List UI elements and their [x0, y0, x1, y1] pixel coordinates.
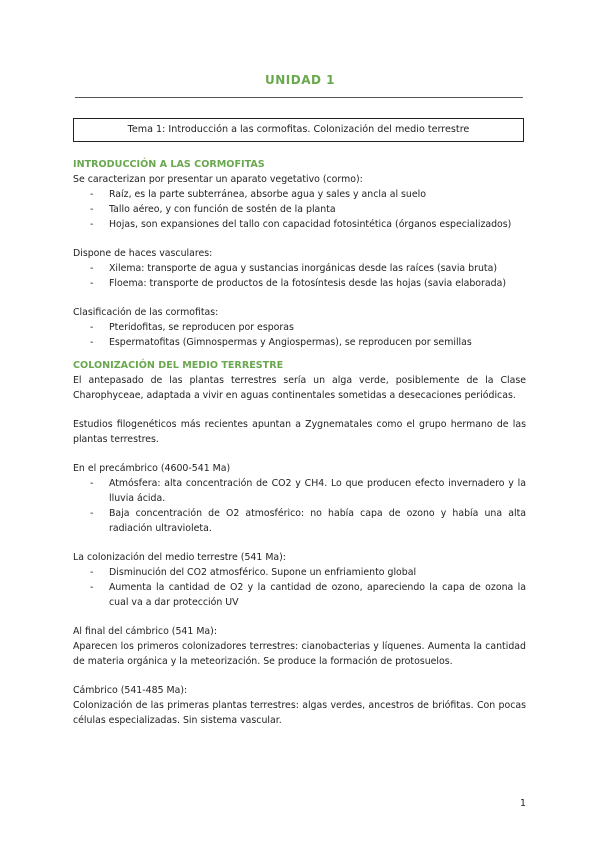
list-item: - Raíz, es la parte subterránea, absorbe agua y sales y ancla al suelo	[90, 187, 526, 202]
vascular-intro: Dispone de haces vasculares:	[73, 248, 213, 259]
unit-title: UNIDAD 1	[265, 73, 335, 87]
cambrian-title: Cámbrico (541-485 Ma):	[73, 685, 188, 696]
page-number: 1	[520, 798, 526, 809]
list-item: - Atmósfera: alta concentración de CO2 y CH4. Lo que producen efecto invernadero y la lluvia ácida.	[90, 476, 526, 506]
section-heading-colonization: COLONIZACIÓN DEL MEDIO TERRESTRE	[73, 360, 284, 371]
intro-paragraph: Se caracterizan por presentar un aparato vegetativo (cormo):	[73, 174, 363, 185]
list-item: - Espermatofitas (Gimnospermas y Angiospermas), se reproducen por semillas	[90, 335, 526, 350]
cormo-list	[73, 187, 526, 232]
classification-list	[73, 320, 526, 350]
phylogeny-paragraph: Estudios filogenéticos más recientes apuntan a Zygnematales como el grupo hermano de las plantas terrestres.	[73, 419, 526, 445]
list-item: - Disminución del CO2 atmosférico. Supone un enfriamiento global	[90, 565, 526, 580]
cambrian-paragraph: Colonización de las primeras plantas terrestres: algas verdes, ancestros de briófitas. Con pocas células especializadas. Sin sistema vascular.	[73, 700, 526, 726]
document-body	[73, 157, 526, 728]
list-item: - Pteridofitas, se reproducen por esporas	[90, 320, 526, 335]
ancestor-paragraph: El antepasado de las plantas terrestres sería un alga verde, posiblemente de la Clase Charophyceae, adaptada a vivir en aguas continentales sometidas a desecaciones periódicas.	[73, 375, 526, 401]
colonization-list	[73, 565, 526, 610]
precambrian-intro: En el precámbrico (4600-541 Ma)	[73, 463, 231, 474]
list-item: - Hojas, son expansiones del tallo con capacidad fotosintética (órganos especializados)	[90, 217, 526, 232]
colonization-intro: La colonización del medio terrestre (541 Ma):	[73, 552, 286, 563]
end-cambrian-title: Al final del cámbrico (541 Ma):	[73, 626, 217, 637]
topic-box: Tema 1: Introducción a las cormofitas. Colonización del medio terrestre	[73, 118, 524, 142]
list-item: - Xilema: transporte de agua y sustancias inorgánicas desde las raíces (savia bruta)	[90, 261, 526, 276]
vascular-list	[73, 261, 526, 291]
title-divider	[75, 97, 523, 98]
list-item: - Aumenta la cantidad de O2 y la cantidad de ozono, apareciendo la capa de ozona la cual va a dar protección UV	[90, 580, 526, 610]
classification-intro: Clasificación de las cormofitas:	[73, 307, 219, 318]
end-cambrian-paragraph: Aparecen los primeros colonizadores terrestres: cianobacterias y líquenes. Aumenta la cantidad de materia orgánica y la meteorización. Se produce la formación de protosuelos.	[73, 641, 526, 667]
list-item: - Tallo aéreo, y con función de sostén de la planta	[90, 202, 526, 217]
section-heading-intro: INTRODUCCIÓN A LAS CORMOFITAS	[73, 159, 265, 170]
list-item: - Floema: transporte de productos de la fotosíntesis desde las hojas (savia elaborada)	[90, 276, 526, 291]
precambrian-list	[73, 476, 526, 536]
list-item: - Baja concentración de O2 atmosférico: no había capa de ozono y había una alta radiación ultravioleta.	[90, 506, 526, 536]
